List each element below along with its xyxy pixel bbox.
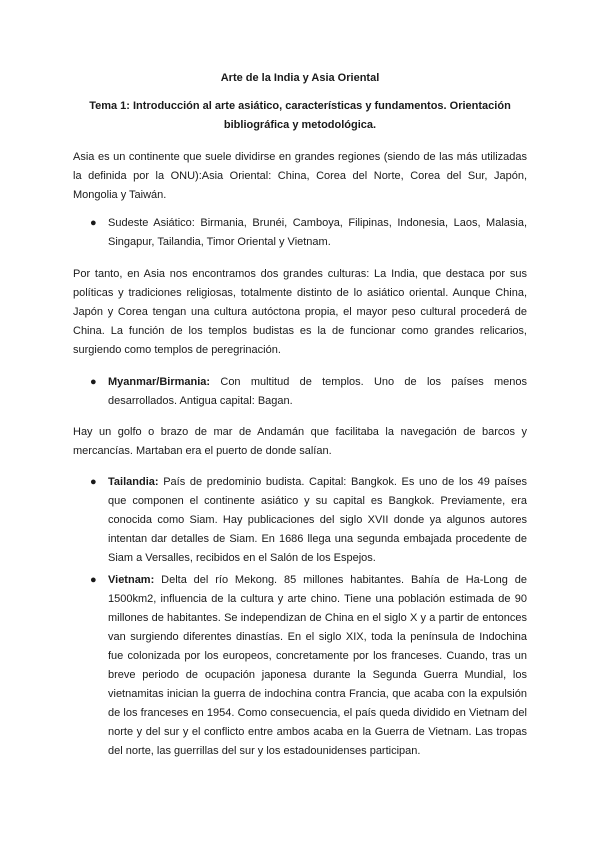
paragraph-andaman: Hay un golfo o brazo de mar de Andamán que facilitaba la navegación de barcos y mercancías. Martaban era el puerto de donde salían. [73,426,527,457]
list-item-label: Tailandia: [108,476,159,488]
paragraph-cultures: Por tanto, en Asia nos encontramos dos grandes culturas: La India, que destaca por sus políticas y tradiciones religiosas, totalmente distinto de lo asiático oriental. Aunque China, Japón y Corea tengan una cultura autóctona propia, el mayor peso cultural procederá de China. La función de los templos budistas es la de funcionar como grandes relicarios, surgiendo como templos de peregrinación. [73,268,527,356]
list-item-sudeste-asiatico: Sudeste Asiático: Birmania, Brunéi, Camboya, Filipinas, Indonesia, Laos, Malasia, Singapur, Tailandia, Timor Oriental y Vietnam. [108,217,527,248]
list-item-label: Vietnam: [108,574,155,586]
list-item-myanmar [108,373,527,411]
document-title: Arte de la India y Asia Oriental [220,72,380,84]
list-item-text: País de predominio budista. Capital: Bangkok. Es uno de los 49 países que componen el continente asiático y su capital es Bangkok. Previamente, era conocida como Siam. Hay publicaciones del siglo XVII donde ya algunos autores intentan dar detalles de Siam. En 1686 llega una segunda embajada procedente de Siam a Versalles, recibidos en el Salón de los Espejos. [108,476,527,564]
list-item-vietnam [108,571,527,761]
paragraph-asia-regions: Asia es un continente que suele dividirse en grandes regiones (siendo de las más utilizadas la definida por la ONU):Asia Oriental: China, Corea del Norte, Corea del Sur, Japón, Mongolia y Taiwán. [73,151,527,201]
bullet-icon: ● [90,476,97,488]
list-item-label: Myanmar/Birmania: [108,376,211,388]
bullet-icon: ● [90,217,97,229]
document-subtitle: Tema 1: Introducción al arte asiático, características y fundamentos. Orientación bibliográfica y metodológica. [89,100,511,131]
list-item-text: Delta del río Mekong. 85 millones habitantes. Bahía de Ha-Long de 1500km2, influencia de la cultura y arte chino. Tiene una población estimada de 90 millones de habitantes. Se independizan de China en el siglo X y a partir de entonces van surgiendo diferentes dinastías. En el siglo XIX, toda la península de Indochina fue colonizada por los europeos, concretamente por los franceses. Cuando, tras un breve periodo de ocupación japonesa durante la Segunda Guerra Mundial, los vietnamitas inician la guerra de indochina contra Francia, que acaba con la expulsión de los franceses en 1954. Como consecuencia, el país queda dividido en Vietnam del norte y del sur y el conflicto entre ambos acaba en la Guerra de Vietnam. Las tropas del norte, las guerrillas del sur y los estadounidenses participan. [108,574,527,757]
list-item-tailandia [108,473,527,568]
list-item-text: Con multitud de templos. Uno de los países menos desarrollados. Antigua capital: Bagan. [108,376,527,407]
bullet-icon: ● [90,376,97,388]
bullet-icon: ● [90,574,97,586]
